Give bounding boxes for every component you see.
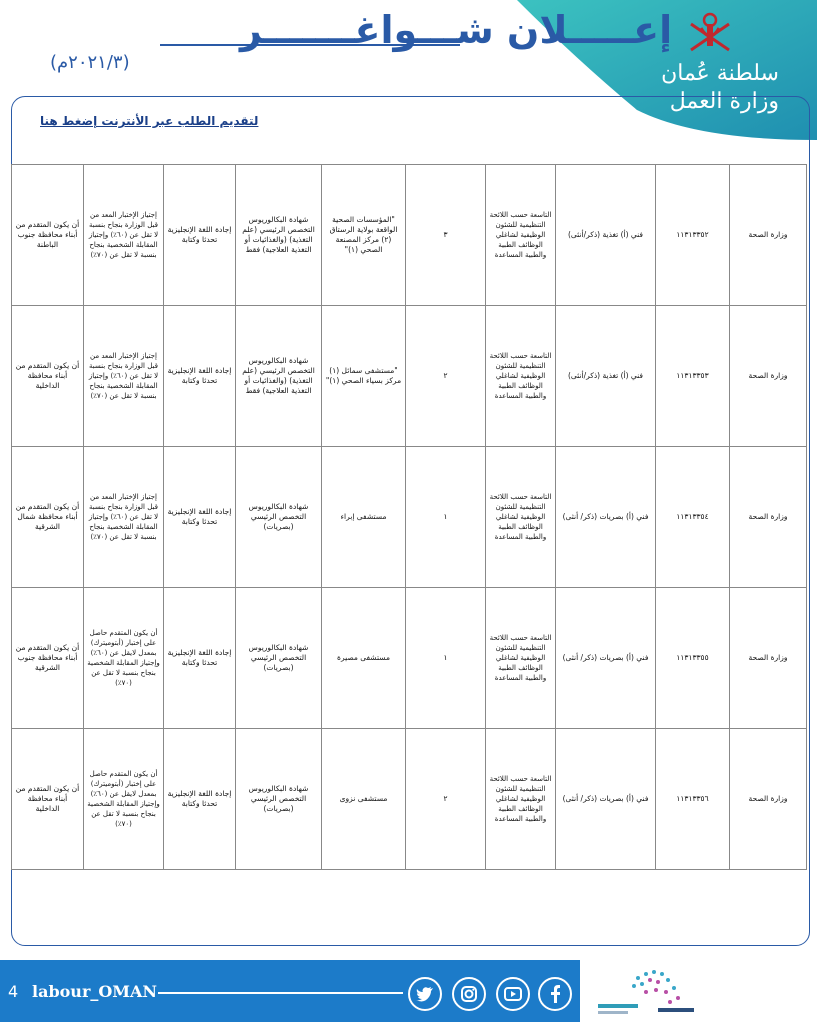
cell-title: فني (أ) بصريات (ذكر/ أنثى) xyxy=(556,588,656,729)
announcement-date: (٢٠٢١/٣م) xyxy=(50,52,130,73)
apply-online-link[interactable]: لتقديم الطلب عبر الأنترنت إضغط هنا xyxy=(40,114,259,128)
table-row xyxy=(12,306,807,447)
cell-code: ١١٣١٣٣٥٤ xyxy=(656,447,730,588)
facebook-icon[interactable] xyxy=(538,977,572,1011)
cell-qualification: شهادة البكالوريوس التخصص الرئيسي (بصريات) xyxy=(236,447,322,588)
twitter-icon[interactable] xyxy=(408,977,442,1011)
cell-language: إجادة اللغة الإنجليزية تحدثا وكتابة xyxy=(164,588,236,729)
cell-title: فني (أ) بصريات (ذكر/ أنثى) xyxy=(556,447,656,588)
cell-language: إجادة اللغة الإنجليزية تحدثا وكتابة xyxy=(164,729,236,870)
header xyxy=(0,0,817,114)
cell-count: ٢ xyxy=(406,729,486,870)
cell-count: ٣ xyxy=(406,165,486,306)
cell-exam: إجتياز الإختبار المعد من قبل الوزارة بنجاح بنسبة لا تقل عن (٦٠٪) وإجتياز المقابلة الشخصية بنجاح بنسبة لا تقل عن (٧٠٪) xyxy=(84,306,164,447)
cell-residence: أن يكون المتقدم من أبناء محافظة جنوب الشرقية xyxy=(12,588,84,729)
cell-qualification: شهادة البكالوريوس التخصص الرئيسي (بصريات) xyxy=(236,588,322,729)
cell-exam: أن يكون المتقدم حاصل على إختبار (أبتوميترك) بمعدل لايقل عن (٦٠٪) وإجتياز المقابلة الشخصية بنجاح بنسبة لا تقل عن (٧٠٪) xyxy=(84,588,164,729)
cell-ministry: وزارة الصحة xyxy=(730,447,807,588)
cell-exam: إجتياز الإختبار المعد من قبل الوزارة بنجاح بنسبة لا تقل عن (٦٠٪) وإجتياز المقابلة الشخصية بنجاح بنسبة لا تقل عن (٧٠٪) xyxy=(84,447,164,588)
cell-grade: التاسعة حسب اللائحة التنظيمية للشئون الوظيفية لشاغلي الوظائف الطبية والطبية المساعدة xyxy=(486,729,556,870)
cell-count: ١ xyxy=(406,447,486,588)
cell-residence: أن يكون المتقدم من أبناء محافظة الداخلية xyxy=(12,306,84,447)
cell-qualification: شهادة البكالوريوس التخصص الرئيسي (علم التغذية) (والغذائيات أو التغذية العلاجية) فقط xyxy=(236,165,322,306)
cell-count: ١ xyxy=(406,588,486,729)
cell-code: ١١٣١٣٣٥٦ xyxy=(656,729,730,870)
cell-location: مستشفى نزوى xyxy=(322,729,406,870)
cell-code: ١١٣١٣٣٥٢ xyxy=(656,165,730,306)
cell-language: إجادة اللغة الإنجليزية تحدثا وكتابة xyxy=(164,165,236,306)
cell-code: ١١٣١٣٣٥٣ xyxy=(656,306,730,447)
table-row xyxy=(12,729,807,870)
cell-title: فني (أ) تغذية (ذكر/أنثى) xyxy=(556,306,656,447)
cell-residence: أن يكون المتقدم من أبناء محافظة جنوب الباطنة xyxy=(12,165,84,306)
cell-code: ١١٣١٣٣٥٥ xyxy=(656,588,730,729)
cell-language: إجادة اللغة الإنجليزية تحدثا وكتابة xyxy=(164,306,236,447)
table-row xyxy=(12,447,807,588)
cell-residence: أن يكون المتقدم من أبناء محافظة الداخلية xyxy=(12,729,84,870)
ministry-line1: سلطنة عُمان xyxy=(661,61,779,86)
cell-grade: التاسعة حسب اللائحة التنظيمية للشئون الوظيفية لشاغلي الوظائف الطبية والطبية المساعدة xyxy=(486,447,556,588)
cell-ministry: وزارة الصحة xyxy=(730,165,807,306)
cell-qualification: شهادة البكالوريوس التخصص الرئيسي (علم التغذية) (والغذائيات أو التغذية العلاجية) فقط xyxy=(236,306,322,447)
table-row xyxy=(12,588,807,729)
cell-location: "مستشفى سمائل (١) مركز بسياء الصحي (١)" xyxy=(322,306,406,447)
cell-exam: أن يكون المتقدم حاصل على إختبار (أبتوميترك) بمعدل لايقل عن (٦٠٪) وإجتياز المقابلة الشخصية بنجاح بنسبة لا تقل عن (٧٠٪) xyxy=(84,729,164,870)
page-title: إعـــــلان شـــواغـــــــر xyxy=(240,8,673,52)
cell-ministry: وزارة الصحة xyxy=(730,588,807,729)
cell-grade: التاسعة حسب اللائحة التنظيمية للشئون الوظيفية لشاغلي الوظائف الطبية والطبية المساعدة xyxy=(486,306,556,447)
cell-language: إجادة اللغة الإنجليزية تحدثا وكتابة xyxy=(164,447,236,588)
youtube-icon[interactable] xyxy=(496,977,530,1011)
cell-title: فني (أ) تغذية (ذكر/أنثى) xyxy=(556,165,656,306)
cell-grade: التاسعة حسب اللائحة التنظيمية للشئون الوظيفية لشاغلي الوظائف الطبية والطبية المساعدة xyxy=(486,165,556,306)
social-handle: labour_OMAN xyxy=(32,982,158,1001)
cell-ministry: وزارة الصحة xyxy=(730,306,807,447)
ministry-line2: وزارة العمل xyxy=(669,89,779,114)
instagram-icon[interactable] xyxy=(452,977,486,1011)
cell-location: مستشفى إبراء xyxy=(322,447,406,588)
page-number: 4 xyxy=(8,982,19,1001)
cell-exam: إجتياز الإختبار المعد من قبل الوزارة بنجاح بنسبة لا تقل عن (٦٠٪) وإجتياز المقابلة الشخصية بنجاح بنسبة لا تقل عن (٧٠٪) xyxy=(84,165,164,306)
oman-vision-logo xyxy=(598,958,808,1020)
oman-emblem-icon xyxy=(683,10,737,58)
vacancies-table xyxy=(11,164,807,870)
cell-location: "المؤسسات الصحية الواقعة بولاية الرستاق (٢) مركز المصنعة الصحي (١)" xyxy=(322,165,406,306)
cell-count: ٢ xyxy=(406,306,486,447)
cell-residence: أن يكون المتقدم من أبناء محافظة شمال الشرقية xyxy=(12,447,84,588)
cell-grade: التاسعة حسب اللائحة التنظيمية للشئون الوظيفية لشاغلي الوظائف الطبية والطبية المساعدة xyxy=(486,588,556,729)
cell-ministry: وزارة الصحة xyxy=(730,729,807,870)
cell-qualification: شهادة البكالوريوس التخصص الرئيسي (بصريات) xyxy=(236,729,322,870)
cell-location: مستشفى مصيرة xyxy=(322,588,406,729)
cell-title: فني (أ) بصريات (ذكر/ أنثى) xyxy=(556,729,656,870)
table-row xyxy=(12,165,807,306)
footer-divider xyxy=(158,992,403,994)
